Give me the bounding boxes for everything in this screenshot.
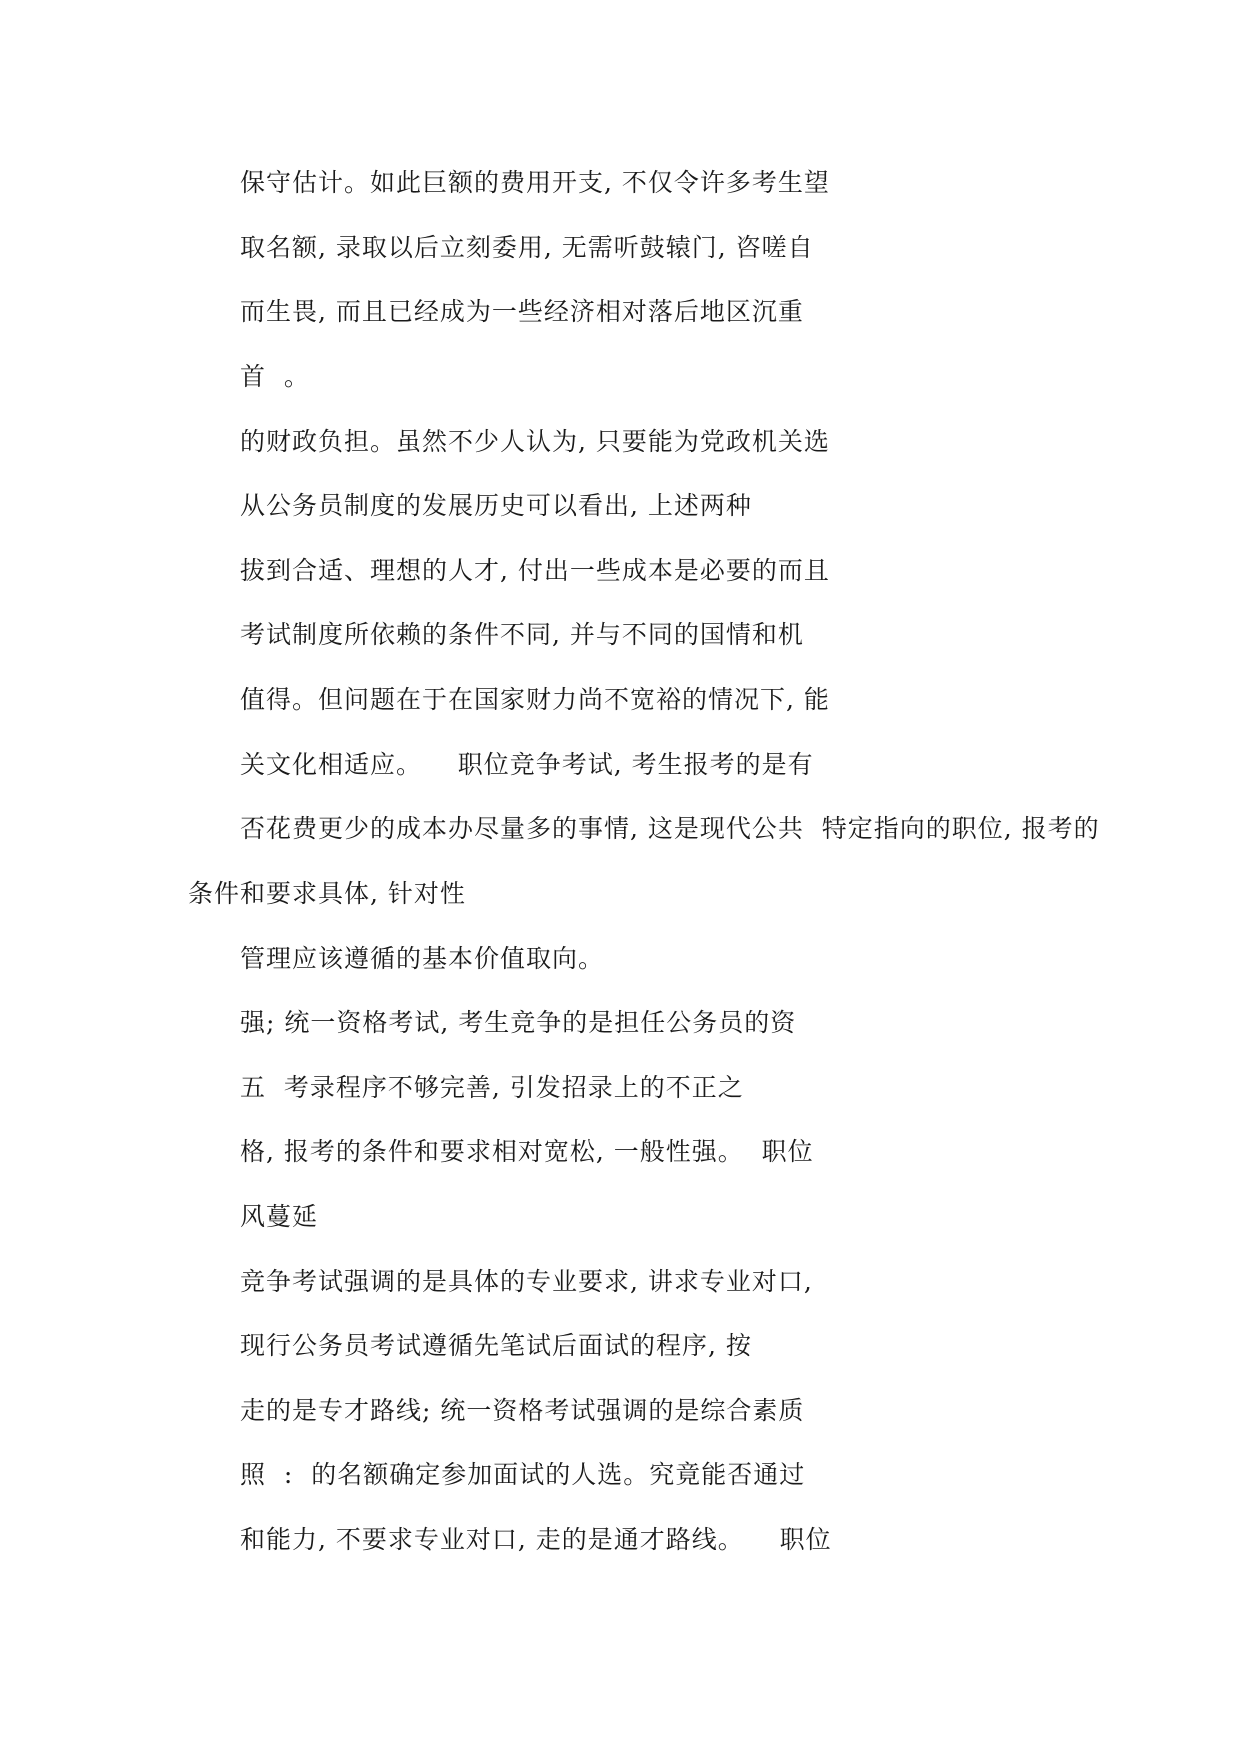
text-line: 的财政负担。虽然不少人认为, 只要能为党政机关选 bbox=[240, 427, 830, 456]
text-line: 照 : 的名额确定参加面试的人选。究竟能否通过 bbox=[240, 1460, 806, 1489]
text-line: 格, 报考的条件和要求相对宽松, 一般性强。 职位 bbox=[240, 1137, 814, 1166]
text-line: 从公务员制度的发展历史可以看出, 上述两种 bbox=[240, 491, 752, 520]
text-line: 考试制度所依赖的条件不同, 并与不同的国情和机 bbox=[240, 620, 804, 649]
text-line: 取名额, 录取以后立刻委用, 无需听鼓辕门, 咨嗟自 bbox=[240, 233, 814, 262]
text-line: 首 。 bbox=[240, 362, 310, 391]
text-line: 保守估计。如此巨额的费用开支, 不仅令许多考生望 bbox=[240, 168, 830, 197]
text-line: 值得。但问题在于在国家财力尚不宽裕的情况下, 能 bbox=[240, 685, 830, 714]
text-line: 强; 统一资格考试, 考生竞争的是担任公务员的资 bbox=[240, 1008, 797, 1037]
text-line: 风蔓延 bbox=[240, 1202, 319, 1231]
text-line: 关文化相适应。 职位竞争考试, 考生报考的是有 bbox=[240, 750, 814, 779]
text-line: 现行公务员考试遵循先笔试后面试的程序, 按 bbox=[240, 1331, 752, 1360]
text-line: 五 考录程序不够完善, 引发招录上的不正之 bbox=[240, 1073, 744, 1102]
text-line: 而生畏, 而且已经成为一些经济相对落后地区沉重 bbox=[240, 297, 804, 326]
text-line: 竞争考试强调的是具体的专业要求, 讲求专业对口, bbox=[240, 1267, 813, 1296]
text-line: 管理应该遵循的基本价值取向。 bbox=[240, 944, 605, 973]
text-line: 走的是专才路线; 统一资格考试强调的是综合素质 bbox=[240, 1396, 805, 1425]
text-line: 和能力, 不要求专业对口, 走的是通才路线。 职位 bbox=[240, 1525, 832, 1554]
text-line: 拔到合适、理想的人才, 付出一些成本是必要的而且 bbox=[240, 556, 830, 585]
text-line: 条件和要求具体, 针对性 bbox=[188, 879, 466, 908]
text-line: 否花费更少的成本办尽量多的事情, 这是现代公共 特定指向的职位, 报考的 bbox=[240, 814, 1100, 843]
